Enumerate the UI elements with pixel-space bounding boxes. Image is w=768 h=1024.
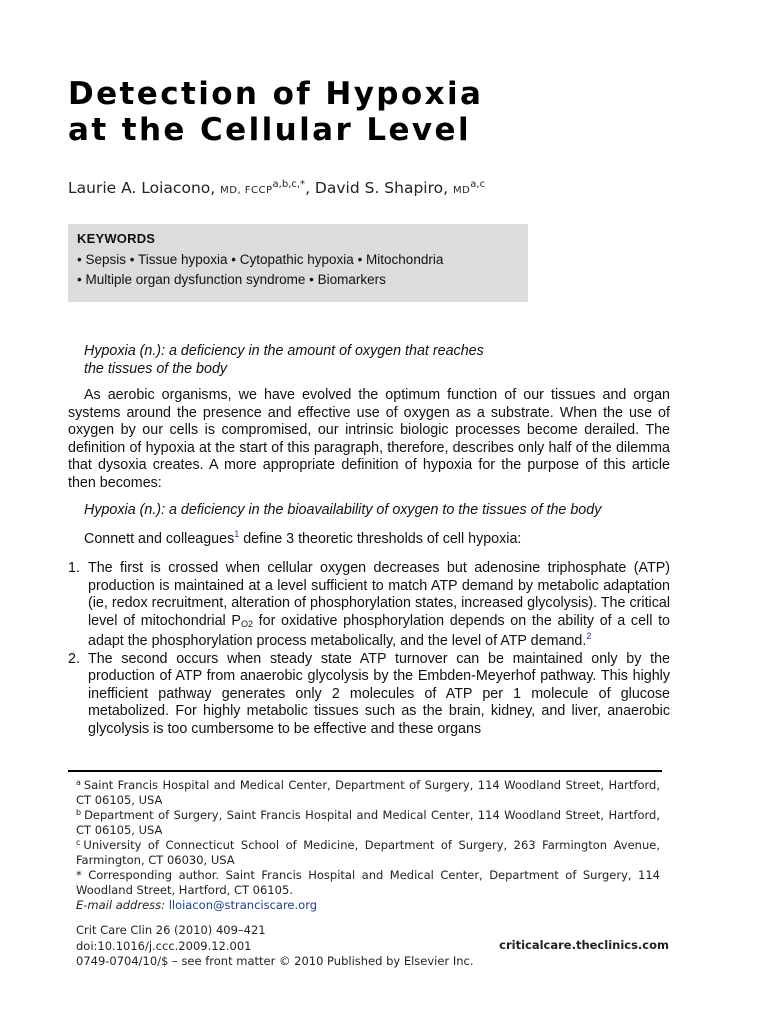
footnote-a-mark: a bbox=[76, 778, 81, 787]
journal-citation: Crit Care Clin 26 (2010) 409–421 bbox=[76, 923, 266, 937]
footnote-a-text: Saint Francis Hospital and Medical Center, Department of Surgery, 114 Woodland Street, Hartford, CT 06105, USA bbox=[76, 778, 660, 807]
list-item bbox=[68, 560, 670, 651]
list-item-1-text-b: for oxidative phosphorylation depends on the ability of a cell to adapt the phosphorylation process metabolically, and the level of ATP demand. bbox=[88, 612, 670, 649]
intro-sentence bbox=[68, 531, 670, 549]
po2-subscript: O2 bbox=[240, 618, 253, 629]
keywords-line-1: • Sepsis • Tissue hypoxia • Cytopathic hypoxia • Mitochondria bbox=[77, 252, 444, 267]
email-label: E-mail address: bbox=[76, 898, 166, 912]
footnote-a bbox=[76, 778, 660, 808]
intro-text-after: define 3 theoretic thresholds of cell hypoxia: bbox=[239, 531, 522, 547]
intro-text-before: Connett and colleagues bbox=[84, 531, 235, 547]
list-number: 2. bbox=[68, 650, 80, 667]
epigraph bbox=[84, 343, 484, 378]
footnote-c bbox=[76, 838, 660, 868]
email-link[interactable]: lloiacon@stranciscare.org bbox=[168, 898, 318, 912]
keywords-box bbox=[68, 224, 528, 302]
footnote-b-text: Department of Surgery, Saint Francis Hospital and Medical Center, 114 Woodland Street, Hartford, CT 06105, USA bbox=[76, 808, 660, 837]
author-separator: , bbox=[305, 179, 315, 197]
threshold-list bbox=[68, 560, 670, 738]
citation-block bbox=[76, 923, 474, 970]
author-2-affiliation: a,c bbox=[470, 179, 486, 190]
author-line bbox=[68, 179, 485, 197]
footnote-b bbox=[76, 808, 660, 838]
corresponding-author: * Corresponding author. Saint Francis Hospital and Medical Center, Department of Surgery, 114 Woodland Street, Hartford, CT 06105. bbox=[76, 868, 660, 897]
body-paragraph-1 bbox=[68, 387, 670, 492]
epigraph-line-2: the tissues of the body bbox=[84, 360, 228, 377]
author-2-degree: MD bbox=[452, 185, 471, 196]
epigraph-line-1: Hypoxia (n.): a deficiency in the amount of oxygen that reaches bbox=[84, 343, 484, 359]
email-line bbox=[76, 898, 660, 913]
author-1-name: Laurie A. Loiacono, bbox=[68, 179, 221, 197]
list-item-1-text-a: The first is crossed when cellular oxygen decreases but adenosine triphosphate (ATP) production is maintained at a level sufficient to match ATP demand by metabolic adaptation (ie, redox recruitment, alteration of phosphorylation states, increased glycolysis). The critical level of mitochondrial P bbox=[88, 560, 670, 629]
list-item bbox=[68, 651, 670, 739]
footnote-divider bbox=[68, 770, 662, 772]
article-title bbox=[68, 76, 483, 148]
author-2-name: David S. Shapiro, bbox=[314, 179, 453, 197]
reference-link-2[interactable]: 2 bbox=[586, 631, 592, 641]
footnote-c-text: University of Connecticut School of Medicine, Department of Surgery, 263 Farmington Avenue, Farmington, CT 06030, USA bbox=[76, 838, 660, 867]
author-1-affiliation: a,b,c,* bbox=[272, 179, 306, 190]
list-item-2-text: The second occurs when steady state ATP turnover can be maintained only by the production of ATP from anaerobic glycolysis by the Embden-Meyerhof pathway. This highly inefficient pathway generates only 2 molecules of ATP per 1 molecule of glucose metabolized. For highly metabolic tissues such as the brain, kidney, and liver, anaerobic glycolysis is too cumbersome to be effective and these organs bbox=[88, 650, 670, 737]
keywords-line-2: • Multiple organ dysfunction syndrome • Biomarkers bbox=[77, 272, 386, 287]
footnotes bbox=[76, 778, 660, 913]
author-1-degree: MD, FCCP bbox=[220, 185, 273, 196]
title-line-2: at the Cellular Level bbox=[68, 112, 471, 148]
journal-website-link[interactable]: criticalcare.theclinics.com bbox=[499, 938, 669, 952]
doi[interactable]: doi:10.1016/j.ccc.2009.12.001 bbox=[76, 938, 252, 953]
list-number: 1. bbox=[68, 560, 80, 576]
copyright-line: 0749-0704/10/$ – see front matter © 2010 Published by Elsevier Inc. bbox=[76, 954, 474, 968]
footnote-c-mark: c bbox=[76, 838, 81, 847]
title-line-1: Detection of Hypoxia bbox=[68, 76, 484, 112]
paragraph-text: As aerobic organisms, we have evolved the optimum function of our tissues and organ systems around the presence and effective use of oxygen as a substrate. When the use of oxygen by our cells is compromised, our intrinsic biologic processes become derailed. The definition of hypoxia at the start of this paragraph, therefore, describes only half of the dilemma that dysoxia creates. A more appropriate definition of hypoxia for the purpose of this article then becomes: bbox=[68, 387, 670, 491]
hypoxia-definition: Hypoxia (n.): a deficiency in the bioavailability of oxygen to the tissues of the body bbox=[84, 502, 602, 518]
footnote-b-mark: b bbox=[76, 808, 82, 817]
reference-link-1[interactable]: 1 bbox=[234, 529, 240, 539]
keywords-heading: KEYWORDS bbox=[77, 231, 156, 246]
